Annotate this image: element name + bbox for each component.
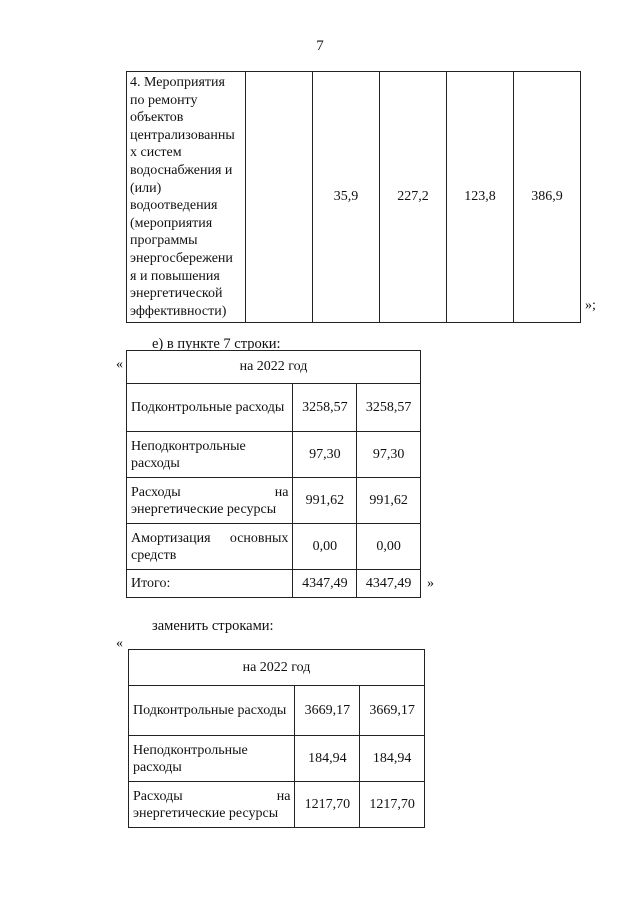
measure-label-line: водоснабжения и (130, 162, 233, 178)
measure-label-line: централизованны (130, 127, 235, 143)
row-value: 3258,57 (293, 384, 357, 432)
row-value: 4347,49 (293, 570, 357, 598)
measure-label-line: энергетической (130, 286, 223, 302)
row-value: 1217,70 (360, 782, 425, 828)
measure-label-cell (127, 72, 246, 323)
row-value: 991,62 (357, 478, 421, 524)
row-label: Итого: (127, 570, 293, 598)
measure-label-line: энергосбережени (130, 250, 233, 266)
row-value: 3669,17 (295, 686, 360, 736)
label-word: на (276, 788, 291, 804)
measure-label-line: по ремонту (130, 92, 198, 108)
row-label-line (131, 484, 288, 501)
label-word: на (274, 484, 289, 500)
row-label: Неподконтрольные расходы (127, 432, 293, 478)
empty-cell (246, 72, 313, 323)
label-word: Расходы (131, 484, 181, 500)
measure-label-line: (или) (130, 180, 162, 196)
value-cell: 123,8 (447, 72, 514, 323)
measure-label-line: объектов (130, 110, 184, 126)
row-value: 97,30 (293, 432, 357, 478)
row-value: 991,62 (293, 478, 357, 524)
row-value: 3669,17 (360, 686, 425, 736)
row-label (127, 478, 293, 524)
row-value: 184,94 (360, 736, 425, 782)
page-number: 7 (316, 38, 324, 54)
measure-label-line: х систем (130, 145, 182, 161)
measure-label-line: (мероприятия (130, 215, 213, 231)
value-cell: 35,9 (313, 72, 380, 323)
row-label-line: энергетические ресурсы (131, 501, 277, 517)
row-label (129, 782, 295, 828)
old-rows-table (126, 350, 421, 598)
measures-table (126, 71, 581, 323)
row-label: Подконтрольные расходы (129, 686, 295, 736)
close-quote: »; (585, 298, 596, 313)
value-cell: 386,9 (514, 72, 581, 323)
measure-label-line: я и повышения (130, 268, 220, 284)
replace-text: заменить строками: (152, 618, 274, 634)
close-quote: » (427, 576, 434, 591)
table-header: на 2022 год (127, 351, 421, 384)
label-word: Расходы (133, 788, 183, 804)
row-label: Неподконтрольные расходы (129, 736, 295, 782)
open-quote: « (116, 636, 123, 651)
row-value: 184,94 (295, 736, 360, 782)
value-cell: 227,2 (380, 72, 447, 323)
measure-label-line: 4. Мероприятия (130, 75, 225, 90)
row-label-line (133, 788, 290, 805)
row-label-line: энергетические ресурсы (133, 805, 279, 821)
measure-label (130, 74, 242, 320)
row-value: 97,30 (357, 432, 421, 478)
section-e-text: е) в пункте 7 строки: (152, 336, 281, 352)
row-value: 0,00 (357, 524, 421, 570)
row-value: 0,00 (293, 524, 357, 570)
table-header: на 2022 год (129, 650, 425, 686)
row-label: Подконтрольные расходы (127, 384, 293, 432)
new-rows-table (128, 649, 425, 828)
measure-label-line: водоотведения (130, 198, 218, 214)
row-value: 1217,70 (295, 782, 360, 828)
row-value: 3258,57 (357, 384, 421, 432)
measure-label-line: эффективности) (130, 303, 227, 319)
open-quote: « (116, 357, 123, 372)
row-label: Амортизация основных средств (127, 524, 293, 570)
row-value: 4347,49 (357, 570, 421, 598)
measure-label-line: программы (130, 233, 198, 249)
